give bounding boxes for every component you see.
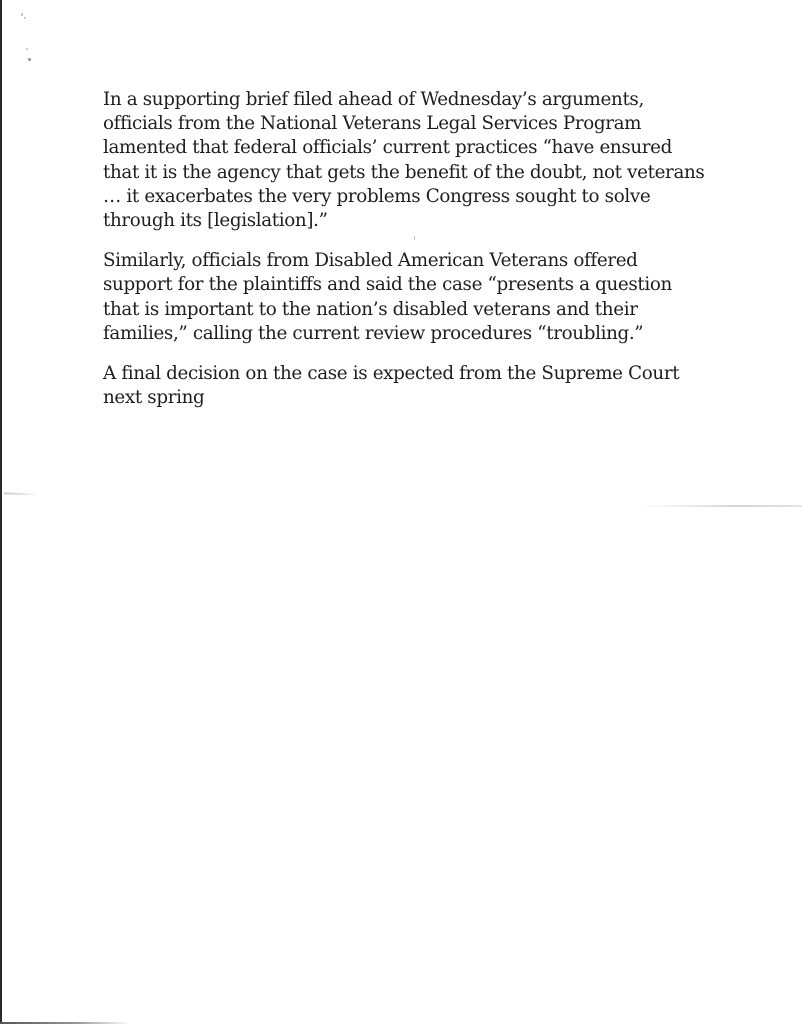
scan-speck xyxy=(24,17,26,19)
line: A final decision on the case is expected from the Supreme Court xyxy=(103,363,680,385)
scan-fold-mark-right xyxy=(640,505,802,507)
line: through its [legislation].” xyxy=(103,210,328,232)
paragraph-1 xyxy=(103,88,743,233)
scan-left-edge xyxy=(0,0,2,1024)
line: that it is the agency that gets the benefit of the doubt, not veterans xyxy=(103,161,705,183)
paragraph-3 xyxy=(103,362,743,410)
line: next spring xyxy=(103,387,205,409)
scan-fold-mark-left xyxy=(4,492,40,495)
line: Similarly, officials from Disabled American Veterans offered xyxy=(103,250,638,272)
scan-speck xyxy=(26,48,28,50)
line: In a supporting brief filed ahead of Wednesday’s arguments, xyxy=(103,89,644,110)
line: families,” calling the current review procedures “troubling.” xyxy=(103,322,644,344)
scan-speck xyxy=(21,13,23,16)
line: … it exacerbates the very problems Congress sought to solve xyxy=(103,185,651,207)
line: lamented that federal officials’ current practices “have ensured xyxy=(103,137,673,159)
line: officials from the National Veterans Legal Services Program xyxy=(103,113,642,135)
scan-speck xyxy=(28,58,31,61)
line: that is important to the nation’s disabled veterans and their xyxy=(103,298,638,320)
line: support for the plaintiffs and said the case “presents a question xyxy=(103,274,672,296)
article-body xyxy=(103,88,743,426)
paragraph-2 xyxy=(103,249,743,346)
